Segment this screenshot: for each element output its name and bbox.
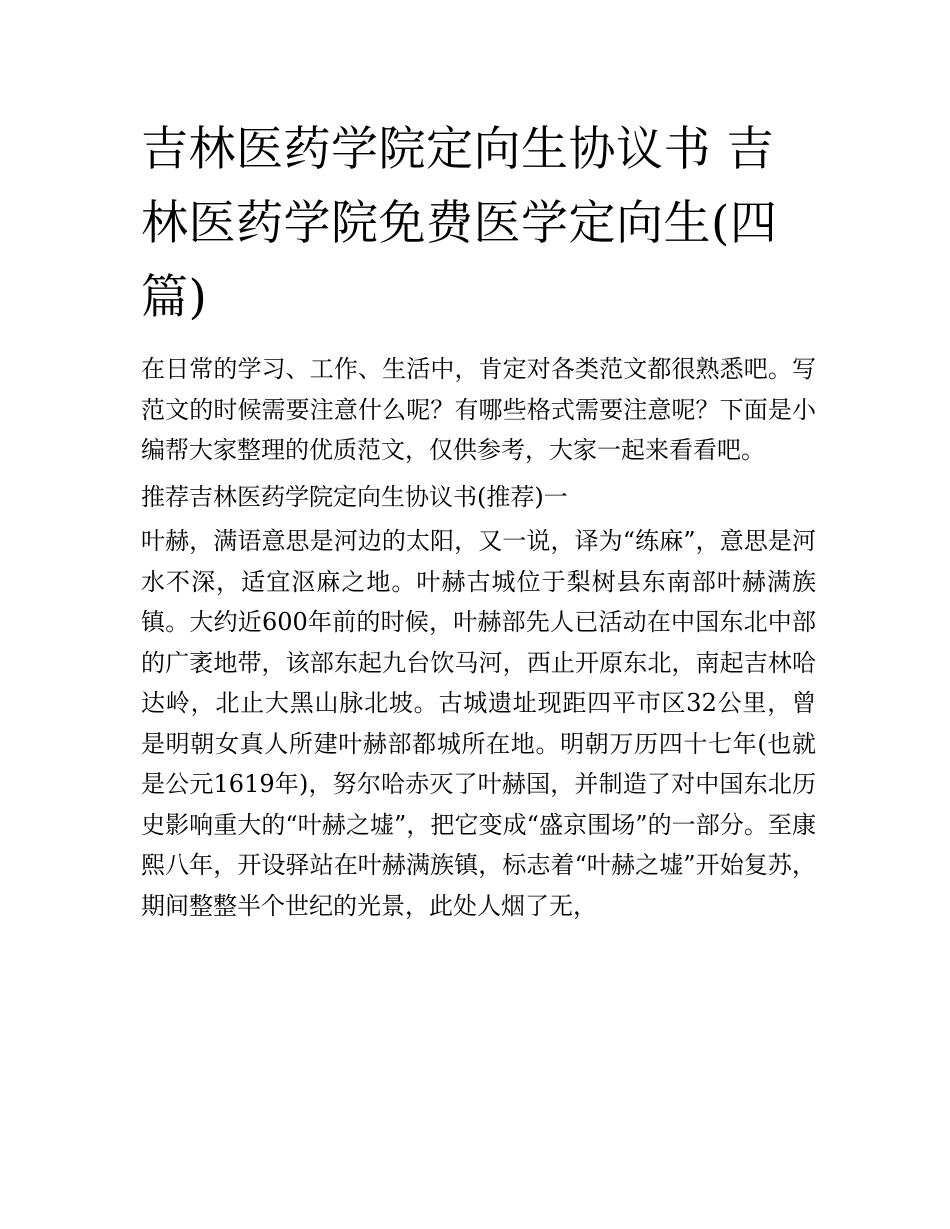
document-content [141,113,816,926]
intro-paragraph: 在日常的学习、工作、生活中，肯定对各类范文都很熟悉吧。写范文的时候需要注意什么呢？有哪些格式需要注意呢？下面是小编帮大家整理的优质范文，仅供参考，大家一起来看看吧。 [141,355,816,464]
body-paragraph: 叶赫，满语意思是河边的太阳，又一说，译为“练麻”，意思是河水不深，适宜沤麻之地。叶赫古城位于梨树县东南部叶赫满族镇。大约近600年前的时候，叶赫部先人已活动在中国东北中部的广袤地带，该部东起九台饮马河，西止开原东北，南起吉林哈达岭，北止大黑山脉北坡。古城遗址现距四平市区32公里，曾是明朝女真人所建叶赫部都城所在地。明朝万历四十七年(也就是公元1619年)，努尔哈赤灭了叶赫国，并制造了对中国东北历史影响重大的“叶赫之墟”，把它变成“盛京围场”的一部分。至康熙八年，开设驿站在叶赫满族镇，标志着“叶赫之墟”开始复苏，期间整整半个世纪的光景，此处人烟了无， [141,527,816,920]
document-title: 吉林医药学院定向生协议书 吉林医药学院免费医学定向生(四篇) [141,122,778,325]
section-heading: 推荐吉林医药学院定向生协议书(推荐)一 [141,482,568,511]
